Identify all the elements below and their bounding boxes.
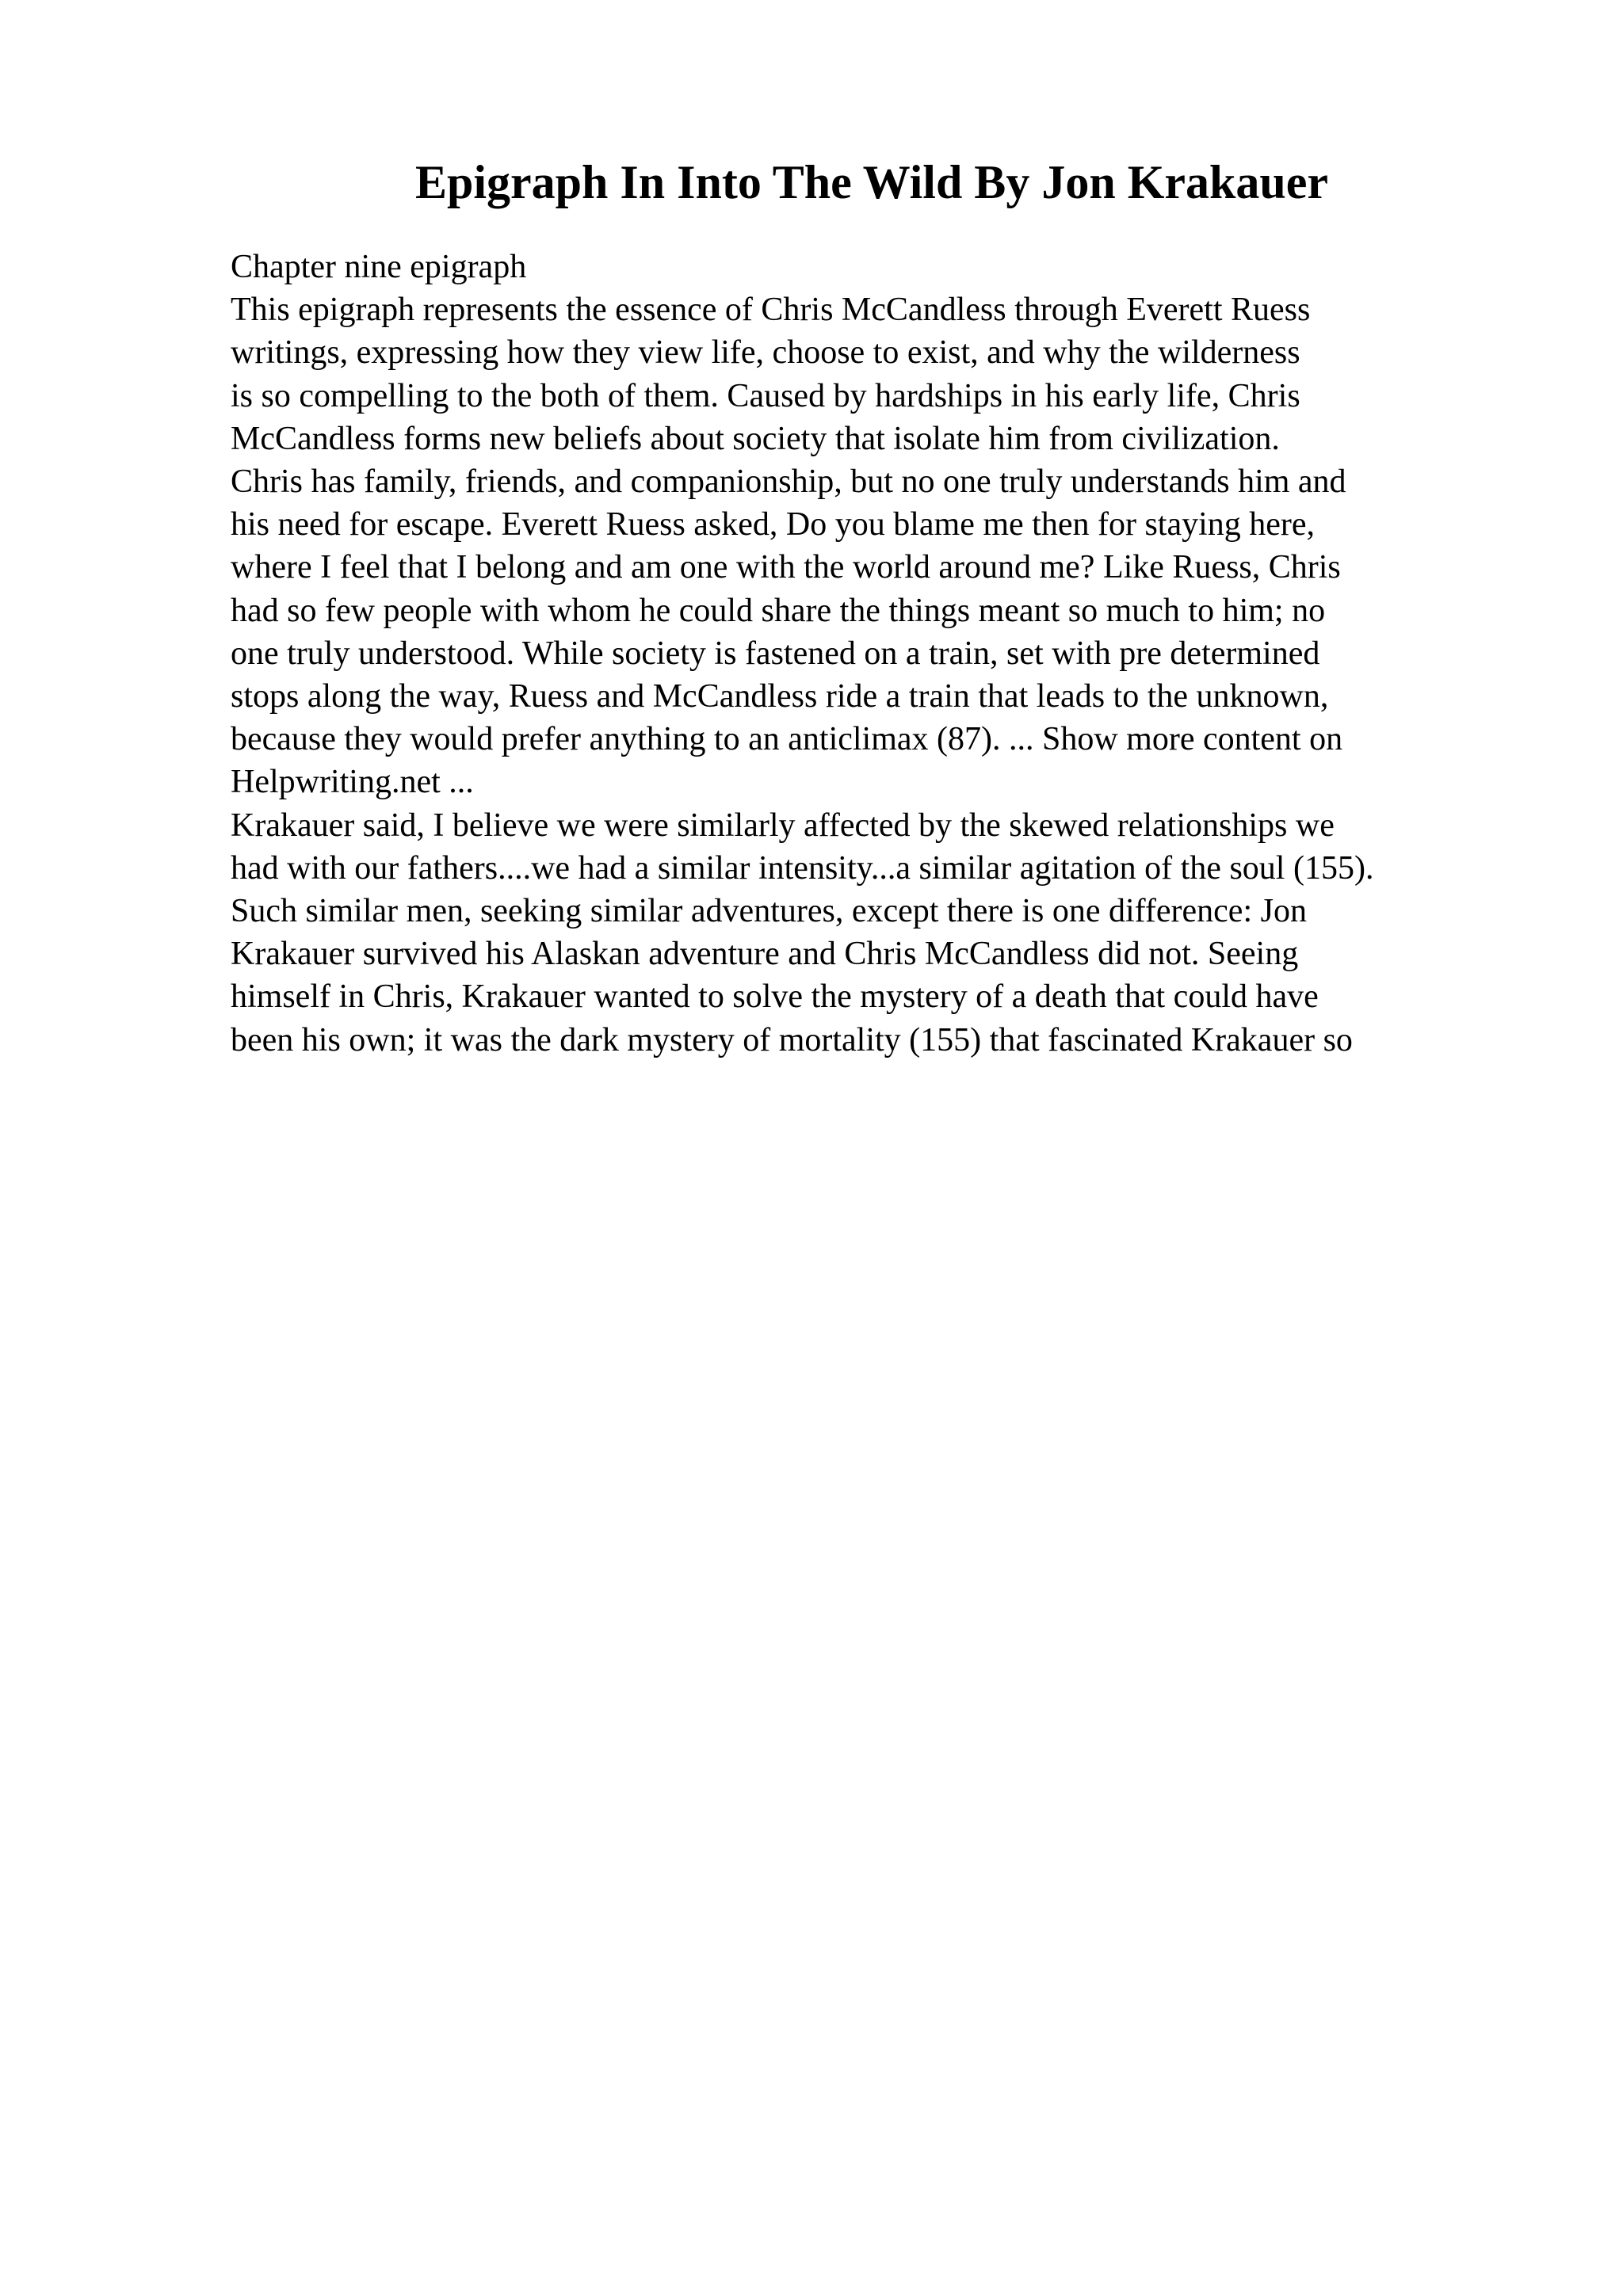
text-line: writings, expressing how they view life, choose to exist, and why the wilderness bbox=[231, 334, 1300, 372]
text-line: been his own; it was the dark mystery of mortality (155) that fascinated Krakauer so bbox=[231, 1021, 1353, 1058]
text-line: his need for escape. Everett Ruess asked, Do you blame me then for staying here, bbox=[231, 506, 1316, 543]
document-body bbox=[231, 246, 1594, 1062]
text-line: Such similar men, seeking similar adventures, except there is one difference: Jon bbox=[231, 893, 1307, 930]
text-line: had with our fathers....we had a similar intensity...a similar agitation of the soul (155). bbox=[231, 849, 1374, 887]
text-line: Krakauer said, I believe we were similarly affected by the skewed relationships we bbox=[231, 807, 1335, 844]
text-line: Krakauer survived his Alaskan adventure and Chris McCandless did not. Seeing bbox=[231, 936, 1299, 973]
text-line: This epigraph represents the essence of Chris McCandless through Everett Ruess bbox=[231, 292, 1311, 329]
text-line: Helpwriting.net ... bbox=[231, 764, 474, 801]
text-line: because they would prefer anything to an anticlimax (87). ... Show more content on bbox=[231, 721, 1343, 758]
text-line: one truly understood. While society is fastened on a train, set with pre determined bbox=[231, 635, 1320, 672]
text-line: himself in Chris, Krakauer wanted to solve the mystery of a death that could have bbox=[231, 978, 1319, 1016]
text-line: stops along the way, Ruess and McCandless ride a train that leads to the unknown, bbox=[231, 678, 1329, 715]
document-title: Epigraph In Into The Wild By Jon Krakauer bbox=[414, 156, 1328, 208]
text-line: Chris has family, friends, and companionship, but no one truly understands him and bbox=[231, 463, 1346, 501]
text-line: where I feel that I belong and am one with the world around me? Like Ruess, Chris bbox=[231, 549, 1341, 586]
text-line: McCandless forms new beliefs about society that isolate him from civilization. bbox=[231, 420, 1280, 457]
text-line: Chapter nine epigraph bbox=[231, 249, 527, 285]
text-line: had so few people with whom he could share the things meant so much to him; no bbox=[231, 592, 1326, 629]
text-line: is so compelling to the both of them. Caused by hardships in his early life, Chris bbox=[231, 377, 1300, 414]
